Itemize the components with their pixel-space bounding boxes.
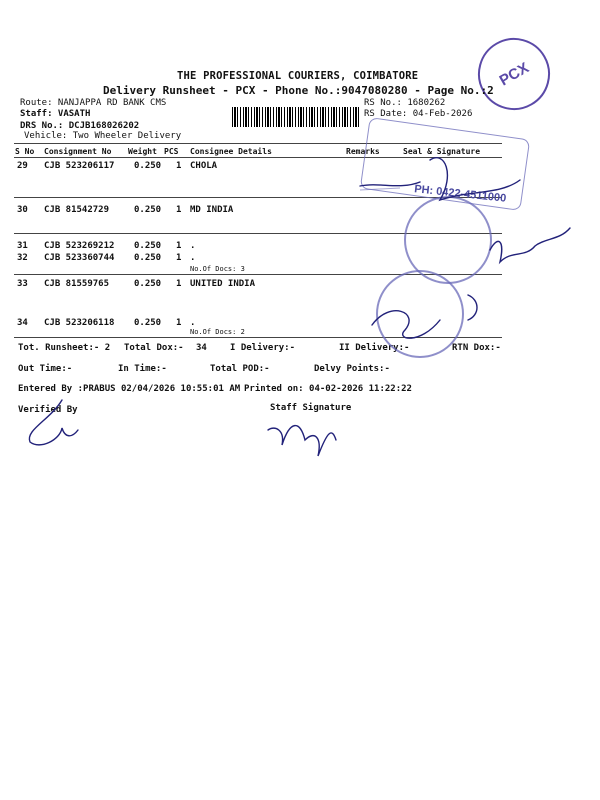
row-pcs: 1	[176, 279, 182, 289]
vehicle: Vehicle: Two Wheeler Delivery	[24, 131, 182, 141]
total-dox-label: Total Dox:-	[124, 343, 184, 353]
route: Route: NANJAPPA RD BANK CMS	[20, 98, 167, 108]
row-consignee: MD INDIA	[190, 205, 234, 215]
row-weight: 0.250	[134, 279, 162, 289]
ii-delivery: II Delivery:-	[339, 343, 410, 353]
drs-no: DRS No.: DCJB168026202	[20, 121, 140, 131]
row-consignment: CJB 523360744	[44, 253, 115, 263]
runsheet-title: Delivery Runsheet - PCX - Phone No.:9047080280 - Page No.:2	[103, 84, 494, 97]
signature-row29	[360, 158, 520, 200]
signature-row34	[372, 295, 477, 338]
verified-signature	[29, 400, 78, 445]
row-weight: 0.250	[134, 241, 162, 251]
verified-by: Verified By	[18, 405, 78, 415]
signature-row31	[490, 228, 570, 262]
tot-runsheet: Tot. Runsheet:- 2	[18, 343, 111, 353]
row-sno: 31	[17, 241, 28, 251]
row-consignee: .	[190, 318, 196, 328]
row-weight: 0.250	[134, 318, 162, 328]
row-sno: 34	[17, 318, 28, 328]
row-weight: 0.250	[134, 161, 162, 171]
row-consignee: .	[190, 241, 196, 251]
row-consignment: CJB 81542729	[44, 205, 110, 215]
row-sno: 32	[17, 253, 28, 263]
col-remarks: Remarks	[346, 147, 380, 156]
seal-phone: PH: 0422-4511000	[413, 183, 507, 205]
stamp-line	[360, 188, 400, 190]
col-consignment: Consignment No	[44, 147, 112, 156]
row-consignment: CJB 81559765	[44, 279, 110, 289]
i-delivery: I Delivery:-	[230, 343, 296, 353]
total-pod: Total POD:-	[210, 364, 270, 374]
row-consignment: CJB 523269212	[44, 241, 115, 251]
row-consignment: CJB 523206118	[44, 318, 115, 328]
row-sno: 30	[17, 205, 28, 215]
col-pcs: PCS	[164, 147, 179, 156]
row-consignee: .	[190, 253, 196, 263]
row-pcs: 1	[176, 253, 182, 263]
row-consignee: CHOLA	[190, 161, 218, 171]
total-dox-value: 34	[196, 343, 207, 353]
col-weight: Weight	[128, 147, 157, 156]
col-consignee: Consignee Details	[190, 147, 272, 156]
rs-date: RS Date: 04-Feb-2026	[364, 109, 473, 119]
row-consignment: CJB 523206117	[44, 161, 115, 171]
entered-by: Entered By :PRABUS 02/04/2026 10:55:01 AM	[18, 384, 241, 394]
out-time: Out Time:-	[18, 364, 73, 374]
docs-note: No.Of Docs: 3	[190, 265, 245, 273]
staff-signature	[268, 426, 336, 456]
row-sno: 33	[17, 279, 28, 289]
row-weight: 0.250	[134, 253, 162, 263]
rtn-dox: RTN Dox:-	[452, 343, 501, 353]
row-pcs: 1	[176, 161, 182, 171]
in-time: In Time:-	[118, 364, 167, 374]
pcx-stamp: PCX	[465, 25, 563, 123]
col-sno: S No	[15, 147, 35, 156]
staff-signature-label: Staff Signature	[270, 403, 352, 413]
printed-on: Printed on: 04-02-2026 11:22:22	[244, 384, 412, 394]
row-pcs: 1	[176, 205, 182, 215]
row-sno: 29	[17, 161, 28, 171]
delvy-points: Delvy Points:-	[314, 364, 390, 374]
docs-note: No.Of Docs: 2	[190, 328, 245, 336]
row-pcs: 1	[176, 318, 182, 328]
row-consignee: UNITED INDIA	[190, 279, 256, 289]
staff: Staff: VASATH	[20, 109, 91, 119]
col-seal-signature: Seal & Signature	[403, 147, 481, 156]
row-pcs: 1	[176, 241, 182, 251]
company-name: THE PROFESSIONAL COURIERS, COIMBATORE	[177, 70, 419, 82]
row-weight: 0.250	[134, 205, 162, 215]
rs-no: RS No.: 1680262	[364, 98, 446, 108]
